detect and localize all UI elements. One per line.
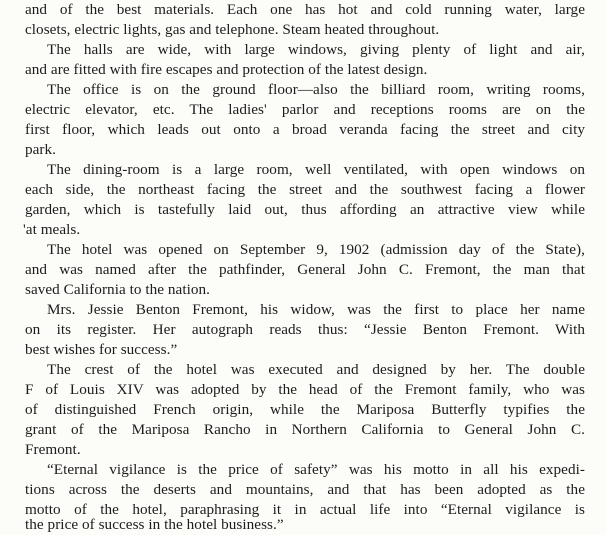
- text-line: The office is on the ground floor—also the billiard room, writing rooms,: [47, 81, 585, 98]
- text-line: Mrs. Jessie Benton Fremont, his widow, was the first to place her name: [47, 301, 585, 318]
- text-line: The halls are wide, with large windows, giving plenty of light and air,: [47, 41, 585, 58]
- text-line: F of Louis XIV was adopted by the head of the Fremont family, who was: [25, 381, 585, 398]
- text-line: The hotel was opened on September 9, 1902 (admission day of the State),: [47, 241, 585, 258]
- text-line: tions across the deserts and mountains, and that has been adopted as the: [25, 481, 585, 498]
- text-line: Fremont.: [25, 441, 81, 458]
- text-line: park.: [25, 141, 57, 158]
- text-line: 'at meals.: [23, 221, 81, 238]
- text-line: motto of the hotel, paraphrasing it in actual life into “Eternal vigilance is: [25, 501, 585, 518]
- text-line: electric elevator, etc. The ladies' parlor and receptions rooms are on the: [25, 101, 585, 118]
- text-line: the price of success in the hotel business.”: [25, 516, 284, 533]
- text-line: and was named after the pathfinder, General John C. Fremont, the man that: [25, 261, 585, 278]
- text-line: garden, which is tastefully laid out, thus affording an attractive view while: [25, 201, 585, 218]
- text-line: closets, electric lights, gas and telephone. Steam heated throughout.: [25, 21, 440, 38]
- text-line: and are fitted with fire escapes and protection of the latest design.: [25, 61, 428, 78]
- text-line: grant of the Mariposa Rancho in Northern California to General John C.: [25, 421, 585, 438]
- text-line: on its register. Her autograph reads thus: “Jessie Benton Fremont. With: [25, 321, 585, 338]
- text-line: The dining-room is a large room, well ventilated, with open windows on: [47, 161, 585, 178]
- text-line: and of the best materials. Each one has hot and cold running water, large: [25, 1, 585, 18]
- text-line: saved California to the nation.: [25, 281, 211, 298]
- text-line: of distinguished French origin, while the Mariposa Butterfly typifies the: [25, 401, 585, 418]
- text-line: best wishes for success.”: [25, 341, 178, 358]
- text-line: first floor, which leads out onto a broad veranda facing the street and city: [25, 121, 585, 138]
- text-line: each side, the northeast facing the street and the southwest facing a flower: [25, 181, 585, 198]
- text-line: “Eternal vigilance is the price of safety” was his motto in all his expedi-: [47, 461, 585, 478]
- text-line: The crest of the hotel was executed and designed by her. The double: [47, 361, 585, 378]
